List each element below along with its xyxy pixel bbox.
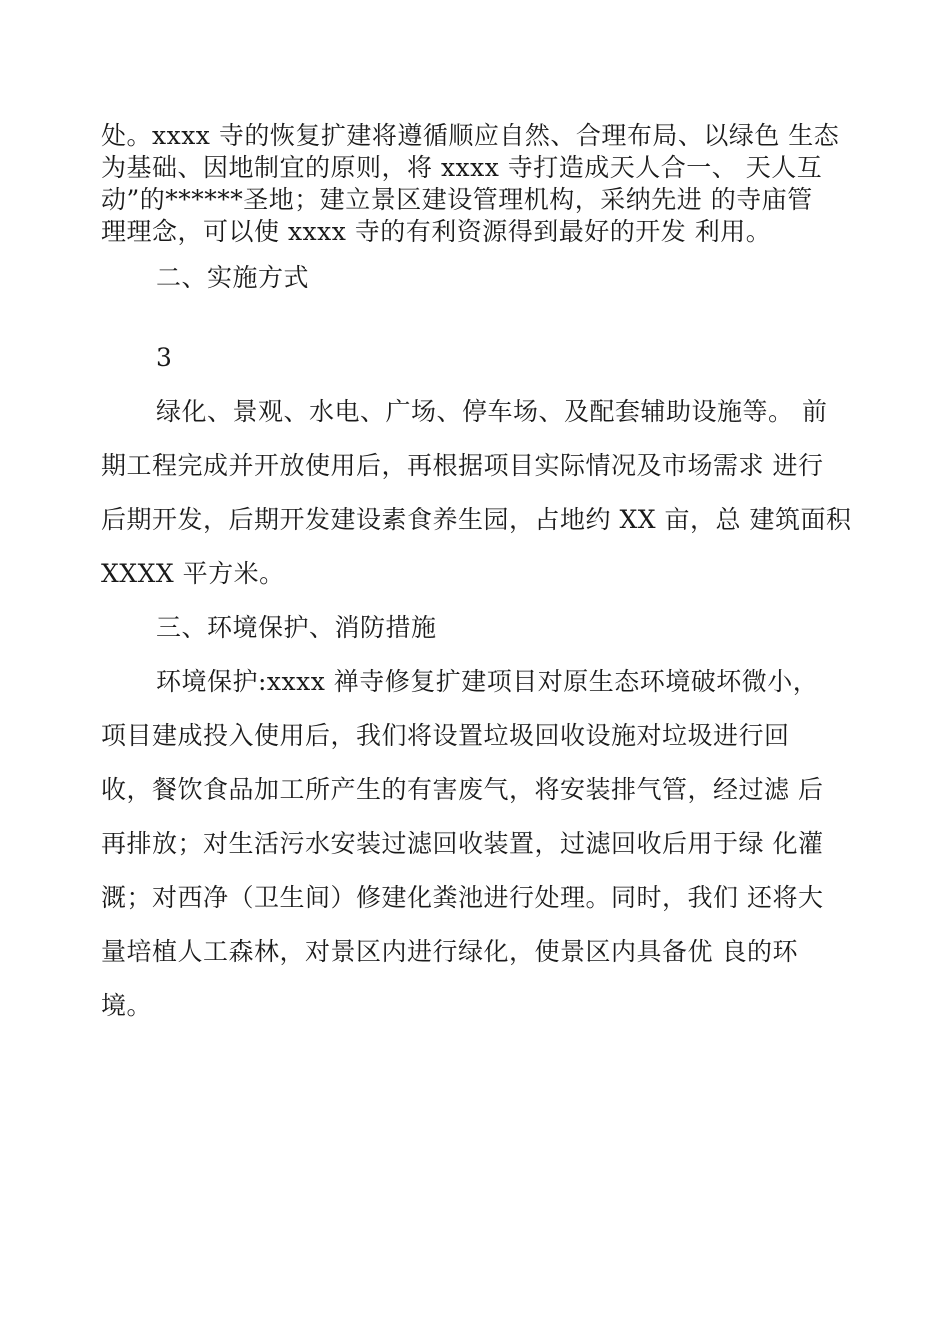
paragraph-line: 后期开发，后期开发建设素食养生园，占地约 XX 亩，总 建筑面积: [101, 505, 852, 534]
paragraph-line: 项目建成投入使用后，我们将设置垃圾回收设施对垃圾进行回: [101, 721, 790, 750]
paragraph-line: 绿化、景观、水电、广场、停车场、及配套辅助设施等。 前: [156, 397, 828, 426]
paragraph-line: 处。xxxx 寺的恢复扩建将遵循顺应自然、合理布局、以绿色 生态: [101, 121, 840, 150]
paragraph-line: 动”的******圣地；建立景区建设管理机构，采纳先进 的寺庙管: [101, 185, 813, 214]
paragraph-line: 理理念，可以使 xxxx 寺的有利资源得到最好的开发 利用。: [101, 217, 772, 246]
page-number: 3: [156, 343, 173, 372]
section-heading: 三、环境保护、消防措施: [156, 613, 437, 642]
paragraph-line: 收，餐饮食品加工所产生的有害废气，将安装排气管，经过滤 后: [101, 775, 824, 804]
paragraph-line: 量培植人工森林，对景区内进行绿化，使景区内具备优 良的环: [101, 937, 798, 966]
paragraph-line: 期工程完成并开放使用后，再根据项目实际情况及市场需求 进行: [101, 451, 824, 480]
paragraph-line: 为基础、因地制宜的原则，将 xxxx 寺打造成天人合一、 天人互: [101, 153, 823, 182]
paragraph-line: 境。: [101, 991, 153, 1020]
paragraph-line: XXXX 平方米。: [101, 559, 285, 588]
paragraph-line: 再排放；对生活污水安装过滤回收装置，过滤回收后用于绿 化灌: [101, 829, 824, 858]
section-heading: 二、实施方式: [156, 263, 310, 292]
paragraph-line: 环境保护:xxxx 禅寺修复扩建项目对原生态环境破坏微小，: [156, 667, 819, 696]
paragraph-line: 溉；对西净（卫生间）修建化粪池进行处理。同时，我们 还将大: [101, 883, 824, 912]
